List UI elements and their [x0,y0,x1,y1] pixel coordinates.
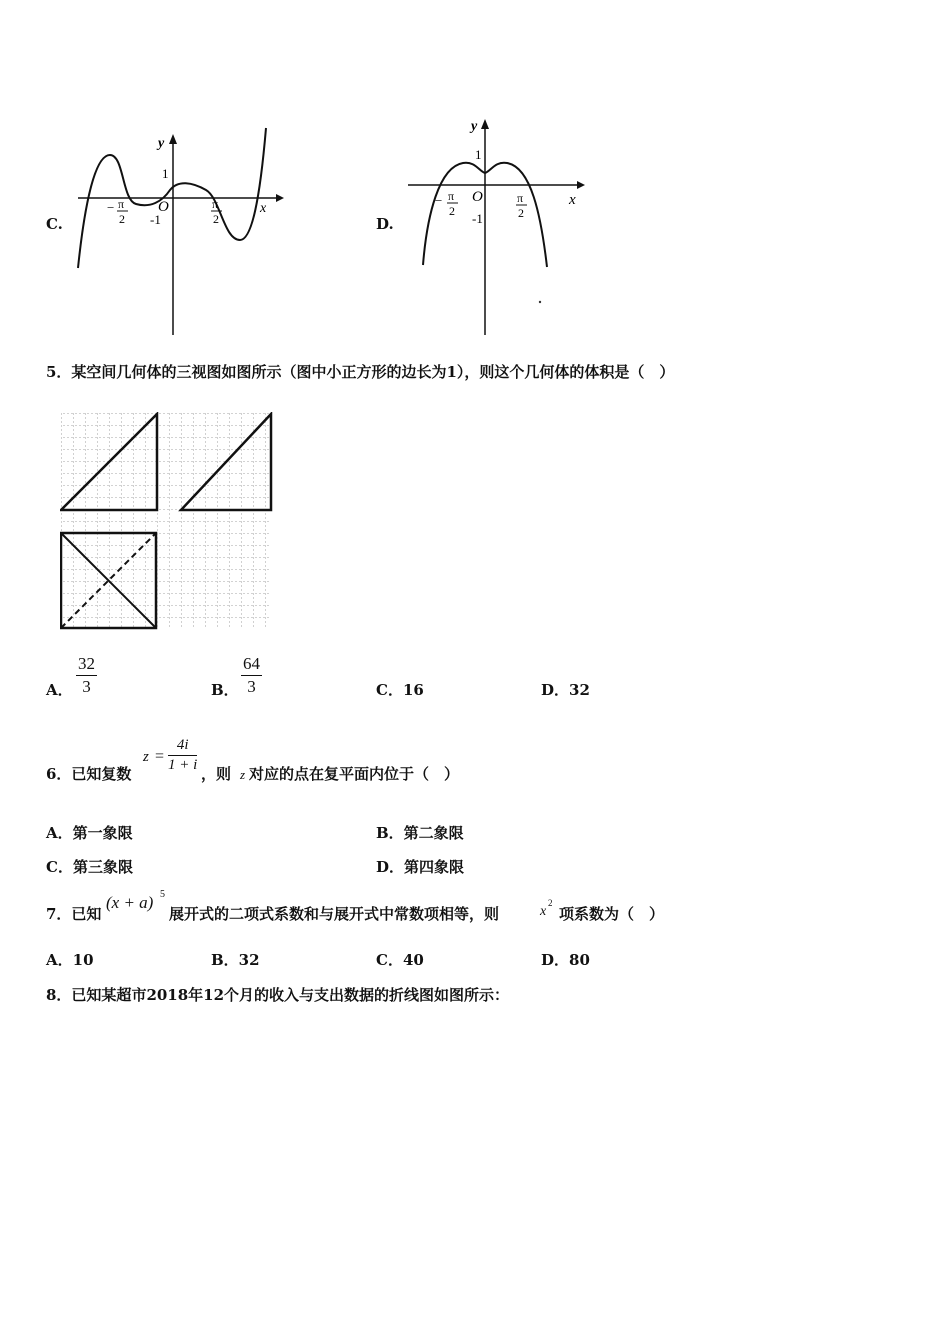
q6-fraction [168,737,197,774]
graph-d-origin: O [472,189,483,205]
q6-prefix: 6．已知复数 [46,765,132,783]
q5-option-d[interactable]: D．32 [541,681,590,699]
q6-denominator: 1 + i [168,757,198,773]
q7-suffix: 项系数为（ ） [559,905,665,923]
q5-option-a-fraction [76,654,97,697]
graph-d-pi-right: π [517,191,524,205]
q7-expr: (x + a) [106,893,154,912]
q5-option-b-numerator: 64 [241,654,262,676]
q7-x-exponent: 2 [548,898,553,908]
option-d-label[interactable]: D. [376,215,394,233]
graph-c-neg-sign: − [107,200,115,215]
q5-option-b[interactable] [211,679,239,700]
q5-option-a[interactable] [46,679,73,700]
q6-z2: z [240,767,246,782]
graph-c-origin: O [158,199,169,215]
graph-c-x-arrow [276,194,284,202]
q5-option-b-fraction [241,654,262,697]
graph-c-tick-neg1: -1 [150,212,161,227]
q5-option-a-label: A． [46,681,73,699]
q7-x: x [540,904,547,919]
graph-c-two-right: 2 [213,212,219,226]
graph-c-y-arrow [169,134,177,144]
graph-d-x-arrow [577,181,585,189]
graph-c [70,120,285,342]
q5-option-c[interactable]: C．16 [376,681,424,699]
graph-d-neg-sign: − [435,193,443,208]
q5-option-a-denominator: 3 [82,677,91,696]
graph-d-two-right: 2 [518,206,524,220]
graph-c-tick-1: 1 [162,166,169,181]
graph-d-pi-left: π [448,189,455,203]
q6-option-d[interactable]: D．第四象限 [376,858,465,876]
q6-equals: = [155,748,165,765]
graph-d [405,115,590,340]
q7-mid: 展开式的二项式系数和与展开式中常数项相等，则 [169,905,500,923]
graph-d-tick-1: 1 [475,147,482,162]
q7-option-d[interactable]: D．80 [541,951,590,969]
graph-c-y-label: y [158,136,165,151]
q6-numerator: 4i [168,737,197,756]
q6-option-c[interactable]: C．第三象限 [46,858,133,876]
q5-question: 5．某空间几何体的三视图如图所示（图中小正方形的边长为1），则这个几何体的体积是（ ） [46,363,675,381]
option-c-label[interactable]: C. [46,215,63,233]
q6-mid: ，则 [201,765,232,783]
q6-suffix: 对应的点在复平面内位于（ ） [249,765,460,783]
graph-c-pi-left: π [118,197,125,211]
graph-c-x-label: x [260,201,267,216]
q7-option-b[interactable]: B．32 [211,951,260,969]
q7-option-a[interactable]: A．10 [46,951,94,969]
graph-d-x-label: x [569,192,576,208]
three-view-figure [60,412,275,634]
graph-c-pi-right: π [212,197,219,211]
graph-d-y-arrow [481,119,489,129]
graph-d-tick-neg1: -1 [472,211,483,226]
q7-prefix: 7．已知 [46,905,102,923]
q5-option-b-label: B． [211,681,239,699]
graph-d-y-label: y [471,119,478,134]
q7-exponent: 5 [160,889,165,900]
q7-option-c[interactable]: C．40 [376,951,424,969]
graph-d-two-left: 2 [449,204,455,218]
q6-option-a[interactable]: A．第一象限 [46,824,133,842]
q6-z: z [143,749,149,765]
q5-option-a-numerator: 32 [76,654,97,676]
q5-option-b-denominator: 3 [247,677,256,696]
q8-question: 8．已知某超市2018年12个月的收入与支出数据的折线图如图所示： [46,986,510,1004]
graph-c-two-left: 2 [119,212,125,226]
q6-option-b[interactable]: B．第二象限 [376,824,464,842]
